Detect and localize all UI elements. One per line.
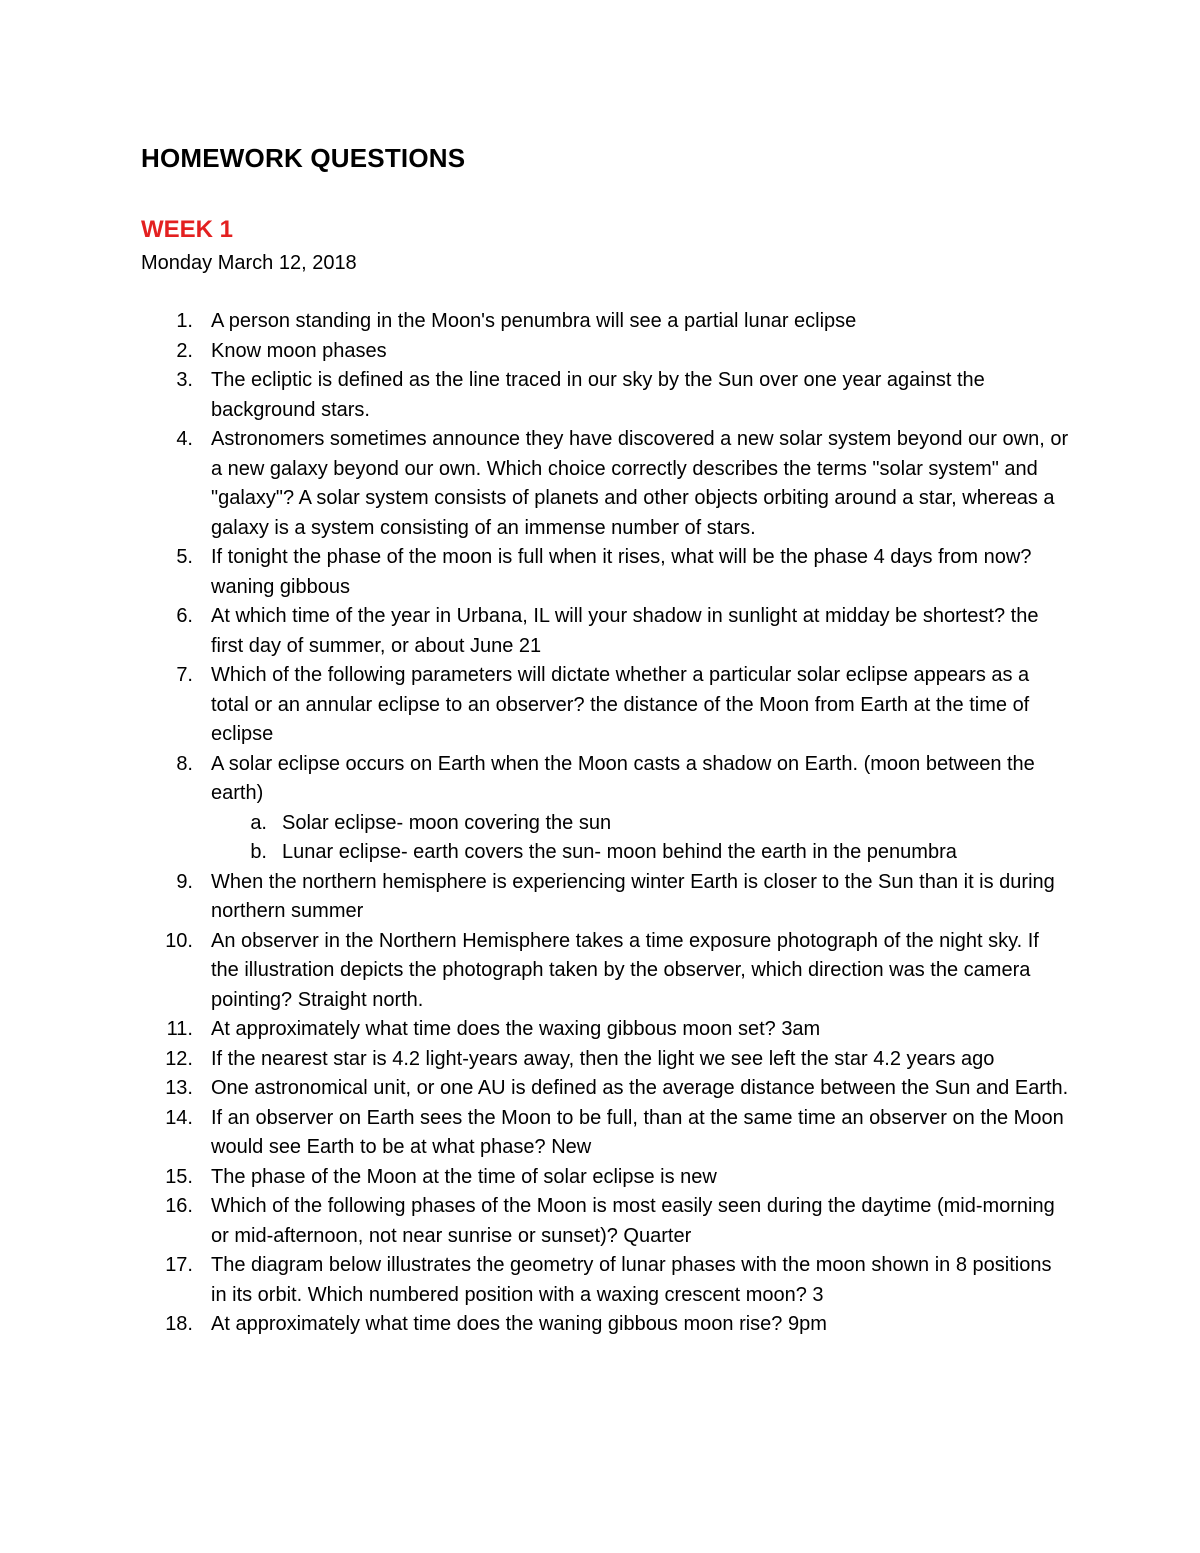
question-number: 11. [166, 1018, 193, 1040]
question-item [0, 1074, 1071, 1104]
question-number: 6. [176, 605, 193, 627]
question-item [0, 1045, 1071, 1075]
sub-question-letter: a. [250, 811, 267, 834]
question-number: 5. [176, 546, 193, 568]
question-number: 4. [176, 428, 193, 450]
question-list [0, 307, 1200, 1340]
sub-question-letter: b. [250, 841, 267, 863]
sub-question-item [211, 809, 1071, 839]
question-text: The ecliptic is defined as the line traced in our sky by the Sun over one year against the background stars. [211, 369, 985, 421]
question-item [0, 927, 1071, 1016]
question-item [0, 543, 1071, 602]
question-item [0, 366, 1071, 425]
question-text: If tonight the phase of the moon is full when it rises, what will be the phase 4 days from now? waning gibbous [211, 546, 1032, 598]
question-item [0, 602, 1071, 661]
date-line: Monday March 12, 2018 [141, 252, 357, 274]
sub-question-item [211, 838, 1071, 868]
question-text: If the nearest star is 4.2 light-years away, then the light we see left the star 4.2 years ago [211, 1047, 995, 1070]
question-number: 17. [165, 1254, 193, 1276]
question-text: A solar eclipse occurs on Earth when the Moon casts a shadow on Earth. (moon between the earth) [211, 752, 1035, 804]
question-text: An observer in the Northern Hemisphere takes a time exposure photograph of the night sky. If the illustration depicts the photograph taken by the observer, which direction was the camera pointing? Straight north. [211, 929, 1039, 1011]
question-text: Which of the following parameters will dictate whether a particular solar eclipse appears as a total or an annular eclipse to an observer? the distance of the Moon from Earth at the time of eclipse [211, 664, 1030, 745]
question-text: When the northern hemisphere is experiencing winter Earth is closer to the Sun than it is during northern summer [211, 870, 1055, 922]
question-item [0, 750, 1071, 868]
question-number: 15. [165, 1165, 193, 1188]
week-heading: WEEK 1 [141, 216, 234, 243]
question-text: Know moon phases [211, 339, 387, 362]
question-text: One astronomical unit, or one AU is defined as the average distance between the Sun and Earth. [211, 1077, 1069, 1099]
question-number: 12. [165, 1047, 193, 1070]
question-number: 10. [165, 929, 193, 952]
question-text: The diagram below illustrates the geometry of lunar phases with the moon shown in 8 positions in its orbit. Which numbered position with a waxing crescent moon? 3 [211, 1254, 1052, 1306]
question-number: 9. [176, 870, 193, 893]
question-item [0, 1192, 1071, 1251]
sub-question-text: Solar eclipse- moon covering the sun [282, 811, 612, 834]
question-number: 1. [176, 310, 193, 332]
question-item [0, 1163, 1071, 1193]
sub-question-list [211, 809, 1071, 868]
question-text: A person standing in the Moon's penumbra will see a partial lunar eclipse [211, 310, 857, 332]
question-item [0, 868, 1071, 927]
question-item [0, 1310, 1071, 1340]
question-text: Astronomers sometimes announce they have discovered a new solar system beyond our own, or a new galaxy beyond our own. Which choice correctly describes the terms "solar system" and "galaxy"? A solar system consists of planets and other objects orbiting around a star, whereas a galaxy is a system consisting of an immense number of stars. [211, 428, 1069, 539]
question-item [0, 1251, 1071, 1310]
sub-question-text: Lunar eclipse- earth covers the sun- moon behind the earth in the penumbra [282, 841, 957, 863]
question-item [0, 661, 1071, 750]
question-item [0, 337, 1071, 367]
question-number: 13. [165, 1077, 193, 1099]
question-number: 18. [165, 1313, 193, 1335]
question-text: At approximately what time does the waning gibbous moon rise? 9pm [211, 1313, 827, 1335]
document-title: HOMEWORK QUESTIONS [141, 143, 466, 173]
question-text: If an observer on Earth sees the Moon to be full, than at the same time an observer on the Moon would see Earth to be at what phase? New [211, 1106, 1064, 1158]
question-number: 14. [165, 1106, 193, 1129]
question-text: The phase of the Moon at the time of solar eclipse is new [211, 1165, 717, 1188]
question-item [0, 425, 1071, 543]
question-text: At approximately what time does the waxing gibbous moon set? 3am [211, 1018, 821, 1040]
question-number: 16. [165, 1195, 193, 1217]
question-item [0, 1104, 1071, 1163]
question-number: 7. [176, 664, 193, 686]
question-text: At which time of the year in Urbana, IL will your shadow in sunlight at midday be shortest? the first day of summer, or about June 21 [211, 605, 1039, 657]
question-number: 3. [176, 369, 193, 391]
question-number: 8. [176, 752, 193, 775]
question-item [0, 1015, 1071, 1045]
question-number: 2. [176, 339, 193, 362]
question-text: Which of the following phases of the Moon is most easily seen during the daytime (mid-morning or mid-afternoon, not near sunrise or sunset)? Quarter [211, 1195, 1055, 1247]
question-item [0, 307, 1071, 337]
